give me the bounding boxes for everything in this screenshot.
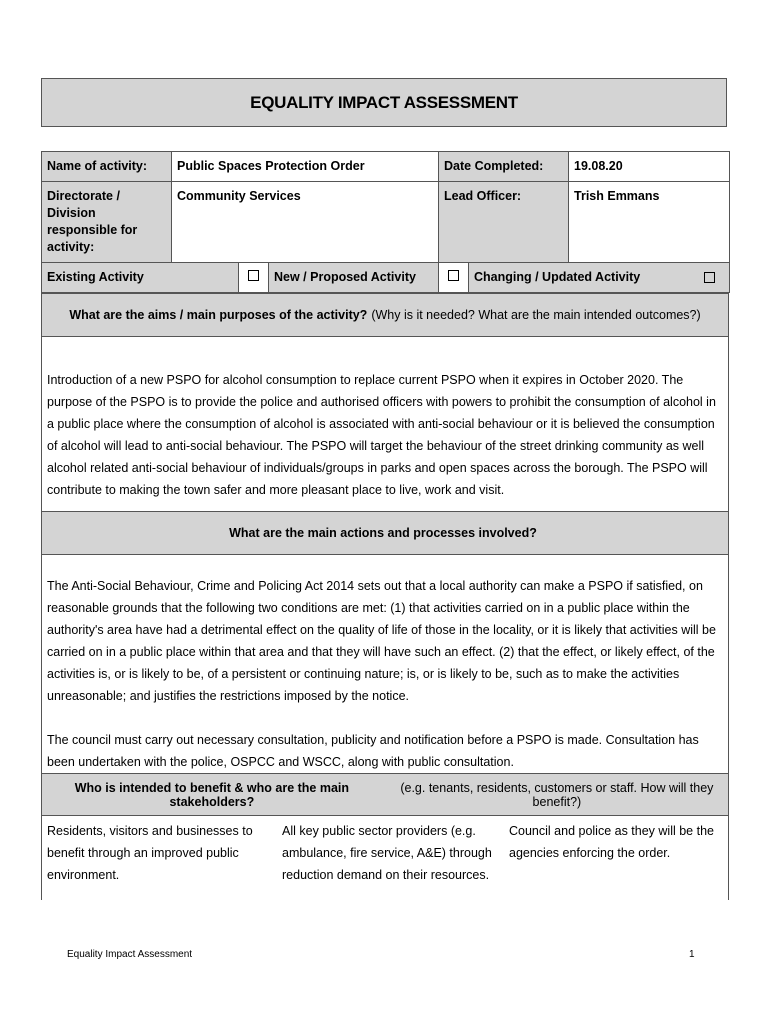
aims-body: Introduction of a new PSPO for alcohol consumption to replace current PSPO when it expires in October 2020. The purpose of the PSPO is to provide the police and authorised officers with powers to prohibit the consumption of alcohol in a public place where the consumption of alcohol is associated with anti-social behaviour or it is believed the consumption of alcohol will lead to anti-social behaviour. The PSPO will target the behaviour of the street drinking community as well alcohol related anti-social behaviour of individuals/groups in parks and open spaces across the borough. The PSPO will contribute to making the town safer and more pleasant place to live, work and visit.: [47, 373, 716, 497]
new-activity-checkbox[interactable]: [439, 263, 469, 293]
stakeholders-columns: [42, 816, 728, 886]
aims-heading: [42, 293, 728, 337]
directorate-label: Directorate / Division responsible for activity:: [42, 182, 172, 263]
changing-activity-checkbox[interactable]: [704, 272, 715, 283]
actions-section: [41, 511, 729, 773]
actions-heading: [42, 511, 728, 555]
footer-page-number: 1: [689, 949, 695, 960]
changing-activity-cell: [469, 263, 730, 293]
date-value: 19.08.20: [569, 152, 730, 182]
existing-activity-checkbox[interactable]: [239, 263, 269, 293]
name-label: Name of activity:: [42, 152, 172, 182]
existing-activity-label: Existing Activity: [42, 263, 239, 293]
stakeholders-heading: [42, 773, 728, 816]
page-title: EQUALITY IMPACT ASSESSMENT: [41, 78, 727, 127]
stakeholders-section: [41, 773, 729, 900]
actions-heading-bold: What are the main actions and processes involved?: [229, 526, 537, 540]
stakeholder-col-2: All key public sector providers (e.g. ambulance, fire service, A&E) through reduction demand on their resources.: [282, 824, 492, 882]
stakeholders-heading-bold: Who is intended to benefit & who are the main stakeholders?: [74, 780, 350, 809]
new-activity-label: New / Proposed Activity: [269, 263, 439, 293]
footer-doc-title: Equality Impact Assessment: [67, 949, 193, 960]
checkbox-icon: [448, 270, 459, 281]
name-value: Public Spaces Protection Order: [172, 152, 439, 182]
aims-section: [41, 293, 729, 511]
lead-officer-label: Lead Officer:: [439, 182, 569, 263]
stakeholder-col-3: Council and police as they will be the agencies enforcing the order.: [509, 824, 714, 860]
stakeholder-col-1: Residents, visitors and businesses to benefit through an improved public environment.: [47, 824, 253, 882]
activity-info-table: [41, 151, 730, 293]
stakeholders-heading-rest: (e.g. tenants, residents, customers or staff. How will they benefit?): [400, 780, 714, 809]
changing-activity-label: Changing / Updated Activity: [474, 270, 641, 284]
directorate-value: Community Services: [172, 182, 439, 263]
aims-heading-bold: What are the aims / main purposes of the activity?: [69, 308, 368, 322]
actions-body-2: The council must carry out necessary consultation, publicity and notification before a PSPO is made. Consultation has been undertaken with the police, OSPCC and WSCC, along with public consultation.: [47, 733, 699, 769]
date-label: Date Completed:: [439, 152, 569, 182]
aims-heading-rest: (Why is it needed? What are the main intended outcomes?): [371, 308, 701, 322]
lead-officer-value: Trish Emmans: [569, 182, 730, 263]
checkbox-icon: [248, 270, 259, 281]
actions-body-1: The Anti-Social Behaviour, Crime and Policing Act 2014 sets out that a local authority can make a PSPO if satisfied, on reasonable grounds that the following two conditions are met: (1) that activities carried on in a public place within the authority's area have had a detrimental effect on the quality of life of those in the locality, or it is likely that activities will be carried on in a public place within that area and that they will have such an effect. (2) that the effect, or likely effect, of the activities is, or is likely to be, of a persistent or continuing nature; is, or is likely to be, such as to make the activities unreasonable; and justifies the restrictions imposed by the notice.: [47, 579, 716, 703]
